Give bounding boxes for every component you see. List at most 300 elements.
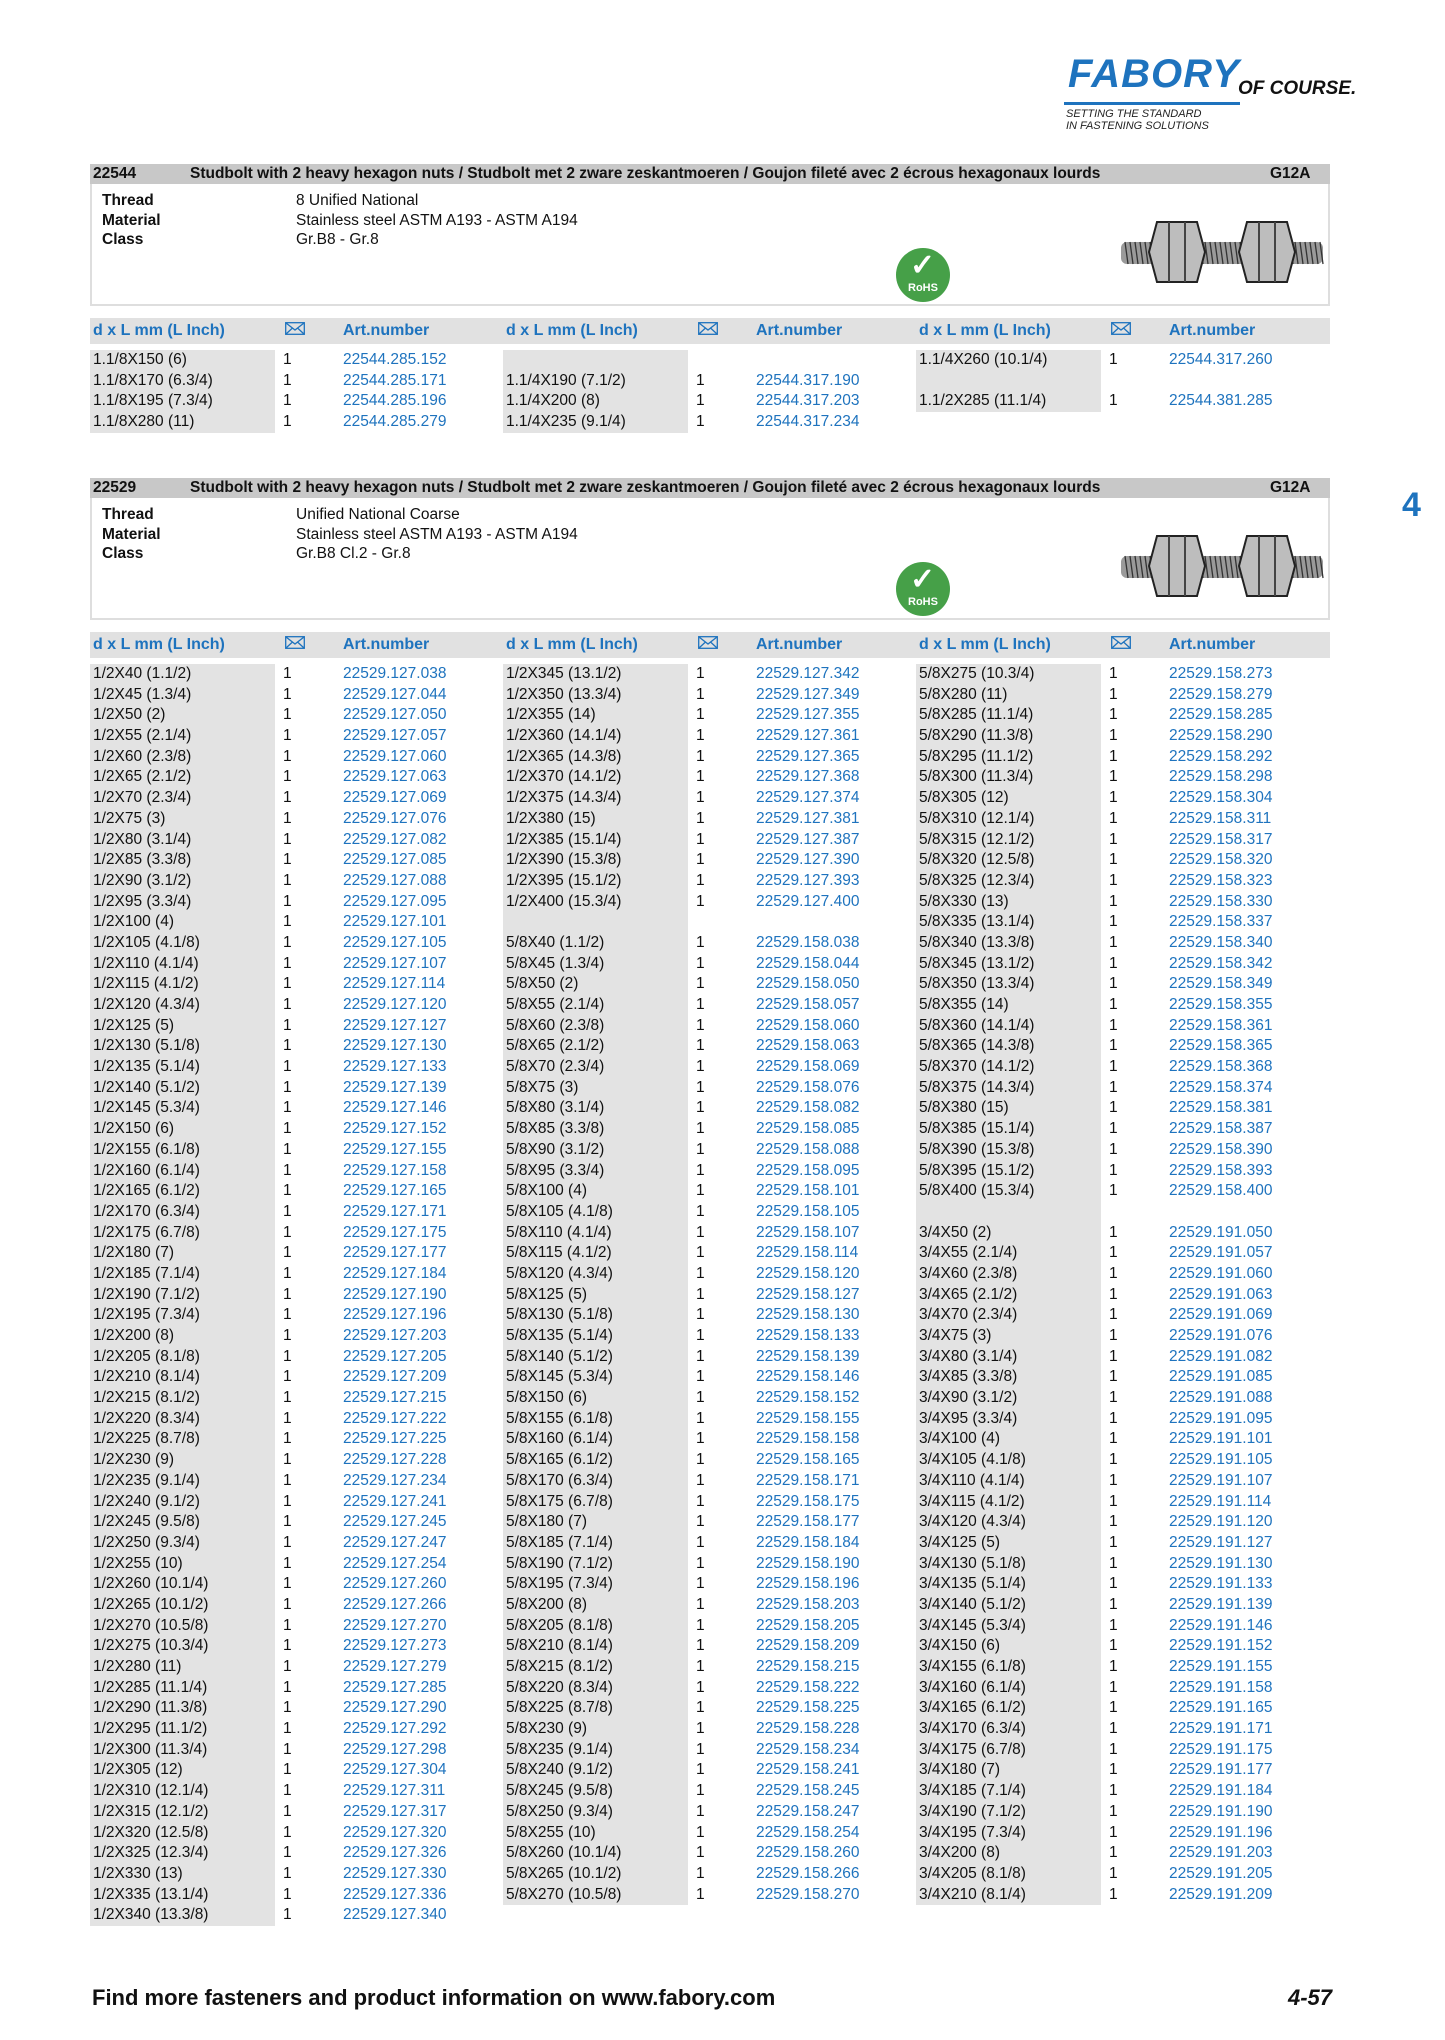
article-number-link[interactable]: 22529.127.340 xyxy=(343,1906,447,1924)
dimension-cell: 5/8X340 (13.3/8) xyxy=(916,933,1101,954)
article-number-link[interactable]: 22529.127.152 xyxy=(343,1120,447,1138)
dimension-cell: 3/4X60 (2.3/8) xyxy=(916,1264,1101,1285)
article-number-link[interactable]: 22529.158.085 xyxy=(756,1120,860,1138)
table-row xyxy=(90,788,470,809)
quantity-cell: 1 xyxy=(1109,1492,1118,1510)
article-number-link[interactable]: 22529.127.209 xyxy=(343,1368,447,1386)
quantity-cell: 1 xyxy=(696,892,705,910)
article-number-link[interactable]: 22529.191.158 xyxy=(1169,1678,1273,1696)
table-row xyxy=(90,1285,470,1306)
article-number-link[interactable]: 22529.127.095 xyxy=(343,892,447,910)
article-number-link[interactable]: 22529.127.114 xyxy=(343,975,446,993)
page-footer xyxy=(92,1985,1332,2015)
article-number-link[interactable]: 22529.158.088 xyxy=(756,1140,860,1158)
article-number-link[interactable]: 22529.127.155 xyxy=(343,1140,447,1158)
article-number-link[interactable]: 22529.158.155 xyxy=(756,1409,860,1427)
table-row xyxy=(503,1802,883,1823)
article-number-link[interactable]: 22529.191.146 xyxy=(1169,1616,1273,1634)
quantity-cell: 1 xyxy=(283,1161,292,1179)
dimension-cell: 1/2X395 (15.1/2) xyxy=(503,871,688,892)
article-number-link[interactable]: 22529.127.165 xyxy=(343,1182,447,1200)
article-number-link[interactable]: 22529.127.336 xyxy=(343,1885,447,1903)
table-row xyxy=(90,1554,470,1575)
article-number-link[interactable]: 22529.158.320 xyxy=(1169,851,1273,869)
table-row xyxy=(90,767,470,788)
article-number-link[interactable]: 22529.127.050 xyxy=(343,706,447,724)
article-number-link[interactable]: 22529.158.114 xyxy=(756,1244,859,1262)
article-number-link[interactable]: 22529.158.279 xyxy=(1169,685,1273,703)
article-number-link[interactable]: 22529.191.127 xyxy=(1169,1533,1273,1551)
article-number-link[interactable]: 22529.127.085 xyxy=(343,851,447,869)
article-number-link[interactable]: 22529.158.228 xyxy=(756,1720,860,1738)
article-number-link[interactable]: 22529.191.139 xyxy=(1169,1595,1273,1613)
quantity-cell: 1 xyxy=(283,1906,292,1924)
article-number-link[interactable]: 22529.127.127 xyxy=(343,1016,447,1034)
article-number-link[interactable]: 22529.158.304 xyxy=(1169,789,1273,807)
article-number-link[interactable]: 22529.158.270 xyxy=(756,1885,860,1903)
quantity-cell: 1 xyxy=(696,1264,705,1282)
article-number-link[interactable]: 22529.158.130 xyxy=(756,1306,860,1324)
article-number-link[interactable]: 22529.158.340 xyxy=(1169,933,1273,951)
quantity-cell: 1 xyxy=(283,933,292,951)
table-row xyxy=(916,871,1296,892)
article-number-link[interactable]: 22529.191.107 xyxy=(1169,1471,1273,1489)
column-header-art-number: Art.number xyxy=(756,636,843,653)
quantity-cell: 1 xyxy=(283,1078,292,1096)
article-number-link[interactable]: 22529.191.196 xyxy=(1169,1823,1273,1841)
article-number-link[interactable]: 22529.158.190 xyxy=(756,1554,860,1572)
article-number-link[interactable]: 22529.127.361 xyxy=(756,727,860,745)
quantity-cell: 1 xyxy=(696,789,705,807)
article-number-link[interactable]: 22529.158.184 xyxy=(756,1533,860,1551)
article-number-link[interactable]: 22529.191.209 xyxy=(1169,1885,1273,1903)
article-number-link[interactable]: 22529.191.184 xyxy=(1169,1782,1273,1800)
article-number-link[interactable]: 22529.158.158 xyxy=(756,1430,860,1448)
article-number-link[interactable]: 22529.127.133 xyxy=(343,1058,447,1076)
table-row xyxy=(90,1864,470,1885)
article-number-link[interactable]: 22529.127.171 xyxy=(343,1202,447,1220)
quantity-cell: 1 xyxy=(696,1533,705,1551)
article-number-link[interactable]: 22529.127.101 xyxy=(343,913,447,931)
article-number-link[interactable]: 22529.158.175 xyxy=(756,1492,860,1510)
article-number-link[interactable]: 22529.127.304 xyxy=(343,1761,447,1779)
table-row xyxy=(916,1533,1296,1554)
rohs-badge xyxy=(896,562,950,616)
table-row xyxy=(916,726,1296,747)
article-number-link[interactable]: 22529.158.038 xyxy=(756,933,860,951)
spec-value-class: Gr.B8 Cl.2 - Gr.8 xyxy=(296,545,411,562)
article-number-link[interactable]: 22529.127.317 xyxy=(343,1802,447,1820)
article-number-link[interactable]: 22529.158.254 xyxy=(756,1823,860,1841)
article-number-link[interactable]: 22529.158.245 xyxy=(756,1782,860,1800)
article-number-link[interactable]: 22529.158.374 xyxy=(1169,1078,1273,1096)
dimension-cell: 5/8X140 (5.1/2) xyxy=(503,1347,688,1368)
article-number-link[interactable]: 22529.158.342 xyxy=(1169,954,1273,972)
article-number-link[interactable]: 22529.191.203 xyxy=(1169,1844,1273,1862)
article-number-link[interactable]: 22529.158.133 xyxy=(756,1327,860,1344)
article-number-link[interactable]: 22529.127.320 xyxy=(343,1823,447,1841)
article-number-link[interactable]: 22529.127.225 xyxy=(343,1430,447,1448)
article-number-link[interactable]: 22529.127.247 xyxy=(343,1533,447,1551)
article-number-link[interactable]: 22529.127.190 xyxy=(343,1285,447,1303)
quantity-cell: 1 xyxy=(696,727,705,745)
article-number-link[interactable]: 22529.158.171 xyxy=(756,1471,860,1489)
article-number-link[interactable]: 22529.127.184 xyxy=(343,1264,447,1282)
article-number-link[interactable]: 22529.191.095 xyxy=(1169,1409,1273,1427)
table-row xyxy=(503,350,883,371)
quantity-cell: 1 xyxy=(696,1327,705,1344)
article-number-link[interactable]: 22529.191.060 xyxy=(1169,1264,1273,1282)
article-number-link[interactable]: 22529.127.203 xyxy=(343,1327,447,1344)
quantity-cell: 1 xyxy=(1109,1844,1118,1862)
article-number-link[interactable]: 22544.285.152 xyxy=(343,351,447,368)
article-number-link[interactable]: 22529.158.337 xyxy=(1169,913,1273,931)
studbolt-image xyxy=(1117,526,1327,606)
article-number-link[interactable]: 22529.127.139 xyxy=(343,1078,447,1096)
article-number-link[interactable]: 22529.191.205 xyxy=(1169,1864,1273,1882)
article-number-link[interactable]: 22529.158.349 xyxy=(1169,975,1273,993)
section-title: Studbolt with 2 heavy hexagon nuts / Studbolt met 2 zware zeskantmoeren / Goujon fileté avec 2 écrous hexagonaux lourds xyxy=(190,165,1101,182)
quantity-cell: 1 xyxy=(1109,1327,1118,1344)
article-number-link[interactable]: 22529.158.152 xyxy=(756,1389,860,1407)
article-number-link[interactable]: 22529.158.393 xyxy=(1169,1161,1273,1179)
article-number-link[interactable]: 22529.127.130 xyxy=(343,1037,447,1055)
article-number-link[interactable]: 22529.158.165 xyxy=(756,1451,860,1469)
dimension-cell: 1.1/8X195 (7.3/4) xyxy=(90,391,275,412)
article-number-link[interactable]: 22529.158.105 xyxy=(756,1202,860,1220)
quantity-cell: 1 xyxy=(696,1182,705,1200)
article-number-link[interactable]: 22529.158.196 xyxy=(756,1575,860,1593)
dimension-cell: 5/8X305 (12) xyxy=(916,788,1101,809)
article-number-link[interactable]: 22529.158.225 xyxy=(756,1699,860,1717)
article-number-link[interactable]: 22544.317.260 xyxy=(1169,351,1273,368)
dimension-cell: 3/4X55 (2.1/4) xyxy=(916,1243,1101,1264)
article-number-link[interactable]: 22529.158.082 xyxy=(756,1099,860,1117)
article-number-link[interactable]: 22529.127.254 xyxy=(343,1554,447,1572)
article-number-link[interactable]: 22529.127.387 xyxy=(756,830,860,848)
rohs-badge xyxy=(896,248,950,302)
article-number-link[interactable]: 22529.191.152 xyxy=(1169,1637,1273,1655)
article-number-link[interactable]: 22529.191.082 xyxy=(1169,1347,1273,1365)
article-number-link[interactable]: 22529.127.107 xyxy=(343,954,447,972)
dimension-cell: 1/2X310 (12.1/4) xyxy=(90,1781,275,1802)
table-row xyxy=(90,892,470,913)
article-number-link[interactable]: 22529.158.273 xyxy=(1169,665,1273,682)
article-number-link[interactable]: 22529.158.381 xyxy=(1169,1099,1273,1117)
article-number-link[interactable]: 22529.127.076 xyxy=(343,809,447,827)
article-number-link[interactable]: 22529.127.270 xyxy=(343,1616,447,1634)
dimension-cell: 5/8X250 (9.3/4) xyxy=(503,1802,688,1823)
dimension-cell: 5/8X150 (6) xyxy=(503,1388,688,1409)
dimension-cell: 1/2X245 (9.5/8) xyxy=(90,1512,275,1533)
dimension-cell: 1/2X115 (4.1/2) xyxy=(90,974,275,995)
article-number-link[interactable]: 22529.127.146 xyxy=(343,1099,447,1117)
article-number-link[interactable]: 22544.317.234 xyxy=(756,413,860,431)
checkmark-icon: ✓ xyxy=(910,249,936,282)
article-number-link[interactable]: 22529.158.203 xyxy=(756,1595,860,1613)
table-row xyxy=(90,1678,470,1699)
article-number-link[interactable]: 22529.127.205 xyxy=(343,1347,447,1365)
article-number-link[interactable]: 22529.127.120 xyxy=(343,996,447,1013)
article-number-link[interactable]: 22529.158.298 xyxy=(1169,768,1273,786)
dimension-cell: 5/8X295 (11.1/2) xyxy=(916,747,1101,768)
article-number-link[interactable]: 22529.158.330 xyxy=(1169,892,1273,910)
quantity-cell: 1 xyxy=(1109,747,1118,765)
article-number-link[interactable]: 22529.127.381 xyxy=(756,809,860,827)
article-number-link[interactable]: 22529.158.241 xyxy=(756,1761,860,1779)
article-number-link[interactable]: 22529.158.044 xyxy=(756,954,860,972)
quantity-cell: 1 xyxy=(283,1533,292,1551)
article-number-link[interactable]: 22544.285.279 xyxy=(343,413,447,431)
table-row xyxy=(503,1223,883,1244)
article-number-link[interactable]: 22529.127.342 xyxy=(756,665,860,682)
article-number-link[interactable]: 22529.158.355 xyxy=(1169,996,1273,1013)
article-number-link[interactable]: 22529.127.355 xyxy=(756,706,860,724)
quantity-cell: 1 xyxy=(696,1223,705,1241)
article-number-link[interactable]: 22529.191.105 xyxy=(1169,1451,1273,1469)
article-number-link[interactable]: 22529.158.107 xyxy=(756,1223,860,1241)
article-number-link[interactable]: 22529.158.120 xyxy=(756,1264,860,1282)
dimension-cell: 1/2X355 (14) xyxy=(503,705,688,726)
dimension-cell: 1/2X165 (6.1/2) xyxy=(90,1181,275,1202)
article-number-link[interactable]: 22529.127.285 xyxy=(343,1678,447,1696)
quantity-cell: 1 xyxy=(283,685,292,703)
article-number-link[interactable]: 22529.158.361 xyxy=(1169,1016,1273,1034)
dimension-cell: 1/2X100 (4) xyxy=(90,912,275,933)
article-number-link[interactable]: 22529.127.196 xyxy=(343,1306,447,1324)
quantity-cell: 1 xyxy=(1109,1575,1118,1593)
article-number-link[interactable]: 22529.191.190 xyxy=(1169,1802,1273,1820)
footer-text: Find more fasteners and product information on www.fabory.com xyxy=(92,1985,776,2010)
spec-value-material: Stainless steel ASTM A193 - ASTM A194 xyxy=(296,525,578,543)
article-number-link[interactable]: 22529.158.365 xyxy=(1169,1037,1273,1055)
article-number-link[interactable]: 22529.127.266 xyxy=(343,1595,447,1613)
article-number-link[interactable]: 22529.191.088 xyxy=(1169,1389,1273,1407)
article-number-link[interactable]: 22529.127.038 xyxy=(343,665,447,682)
table-row xyxy=(916,1740,1296,1761)
article-number-link[interactable]: 22529.127.228 xyxy=(343,1451,447,1469)
article-number-link[interactable]: 22529.158.177 xyxy=(756,1513,860,1531)
article-number-link[interactable]: 22529.191.076 xyxy=(1169,1327,1273,1344)
article-number-link[interactable]: 22529.191.165 xyxy=(1169,1699,1273,1717)
article-number-link[interactable]: 22529.158.247 xyxy=(756,1802,860,1820)
article-number-link[interactable]: 22529.191.120 xyxy=(1169,1513,1273,1531)
table-row xyxy=(90,685,470,706)
dimension-cell: 3/4X105 (4.1/8) xyxy=(916,1450,1101,1471)
table-row xyxy=(90,1843,470,1864)
article-number-link[interactable]: 22529.191.155 xyxy=(1169,1658,1273,1675)
article-number-link[interactable]: 22529.158.209 xyxy=(756,1637,860,1655)
article-number-link[interactable]: 22529.158.323 xyxy=(1169,871,1273,889)
table-row xyxy=(916,685,1296,706)
article-number-link[interactable]: 22529.127.082 xyxy=(343,830,447,848)
article-number-link[interactable]: 22529.191.050 xyxy=(1169,1223,1273,1241)
article-number-link[interactable]: 22529.191.069 xyxy=(1169,1306,1273,1324)
dimension-cell: 5/8X350 (13.3/4) xyxy=(916,974,1101,995)
article-number-link[interactable]: 22529.191.057 xyxy=(1169,1244,1273,1262)
quantity-cell: 1 xyxy=(696,1740,705,1758)
table-row xyxy=(916,954,1296,975)
article-number-link[interactable]: 22529.158.057 xyxy=(756,996,860,1013)
article-number-link[interactable]: 22529.127.175 xyxy=(343,1223,447,1241)
article-number-link[interactable]: 22529.127.245 xyxy=(343,1513,447,1531)
article-number-link[interactable]: 22529.127.279 xyxy=(343,1658,447,1675)
dimension-cell: 5/8X355 (14) xyxy=(916,995,1101,1016)
section-header xyxy=(90,478,1330,498)
article-number-link[interactable]: 22529.158.368 xyxy=(1169,1058,1273,1076)
article-number-link[interactable]: 22529.127.105 xyxy=(343,933,447,951)
spec-label-class: Class xyxy=(102,545,144,562)
article-number-link[interactable]: 22529.158.215 xyxy=(756,1658,860,1675)
article-number-link[interactable]: 22529.191.101 xyxy=(1169,1430,1273,1448)
quantity-cell: 1 xyxy=(283,996,292,1013)
quantity-cell: 1 xyxy=(696,1368,705,1386)
quantity-cell: 1 xyxy=(283,871,292,889)
article-number-link[interactable]: 22529.158.063 xyxy=(756,1037,860,1055)
quantity-cell: 1 xyxy=(1109,1016,1118,1034)
article-number-link[interactable]: 22529.127.241 xyxy=(343,1492,447,1510)
article-number-link[interactable]: 22529.158.400 xyxy=(1169,1182,1273,1200)
article-number-link[interactable]: 22529.127.215 xyxy=(343,1389,447,1407)
article-number-link[interactable]: 22529.191.130 xyxy=(1169,1554,1273,1572)
article-number-link[interactable]: 22529.127.057 xyxy=(343,727,447,745)
dimension-cell: 5/8X270 (10.5/8) xyxy=(503,1885,688,1906)
article-number-link[interactable]: 22529.127.349 xyxy=(756,685,860,703)
article-number-link[interactable]: 22529.191.133 xyxy=(1169,1575,1273,1593)
article-number-link[interactable]: 22544.317.203 xyxy=(756,392,860,410)
article-number-link[interactable]: 22544.381.285 xyxy=(1169,392,1273,410)
article-number-link[interactable]: 22529.127.222 xyxy=(343,1409,447,1427)
article-number-link[interactable]: 22529.127.234 xyxy=(343,1471,447,1489)
article-number-link[interactable]: 22529.127.088 xyxy=(343,871,447,889)
article-number-link[interactable]: 22529.158.390 xyxy=(1169,1140,1273,1158)
table-row xyxy=(916,974,1296,995)
article-number-link[interactable]: 22529.191.175 xyxy=(1169,1740,1273,1758)
dimension-cell: 3/4X100 (4) xyxy=(916,1429,1101,1450)
article-number-link[interactable]: 22529.127.069 xyxy=(343,789,447,807)
article-number-link[interactable]: 22529.127.177 xyxy=(343,1244,447,1262)
article-number-link[interactable]: 22529.127.158 xyxy=(343,1161,447,1179)
article-number-link[interactable]: 22529.127.292 xyxy=(343,1720,447,1738)
table-row xyxy=(90,1574,470,1595)
table-row xyxy=(90,933,470,954)
article-number-link[interactable]: 22544.285.171 xyxy=(343,371,447,389)
article-number-link[interactable]: 22529.158.060 xyxy=(756,1016,860,1034)
article-number-link[interactable]: 22529.191.177 xyxy=(1169,1761,1273,1779)
logo-tagline: OF COURSE. xyxy=(1238,78,1357,99)
article-number-link[interactable]: 22529.127.060 xyxy=(343,747,447,765)
article-number-link[interactable]: 22529.158.069 xyxy=(756,1058,860,1076)
quantity-cell: 1 xyxy=(283,747,292,765)
logo-underline xyxy=(1064,102,1240,105)
dimension-cell: 5/8X130 (5.1/8) xyxy=(503,1305,688,1326)
article-number-link[interactable]: 22529.191.171 xyxy=(1169,1720,1273,1738)
table-row xyxy=(90,1119,470,1140)
table-row xyxy=(90,1512,470,1533)
spec-value-material: Stainless steel ASTM A193 - ASTM A194 xyxy=(296,211,578,229)
article-number-link[interactable]: 22529.127.393 xyxy=(756,871,860,889)
product-column xyxy=(503,350,883,433)
article-number-link[interactable]: 22529.158.095 xyxy=(756,1161,860,1179)
dimension-cell: 1/2X205 (8.1/8) xyxy=(90,1347,275,1368)
quantity-cell: 1 xyxy=(696,1430,705,1448)
table-row xyxy=(503,809,883,830)
table-row xyxy=(503,1740,883,1761)
product-column xyxy=(916,350,1296,412)
article-number-link[interactable]: 22529.127.044 xyxy=(343,685,447,703)
dimension-cell: 5/8X275 (10.3/4) xyxy=(916,664,1101,685)
article-number-link[interactable]: 22529.127.330 xyxy=(343,1864,447,1882)
article-number-link[interactable]: 22529.191.063 xyxy=(1169,1285,1273,1303)
article-number-link[interactable]: 22529.158.146 xyxy=(756,1368,860,1386)
article-number-link[interactable]: 22529.158.292 xyxy=(1169,747,1273,765)
table-row xyxy=(503,1885,883,1906)
table-row xyxy=(90,1698,470,1719)
table-row xyxy=(90,1326,470,1347)
article-number-link[interactable]: 22529.158.234 xyxy=(756,1740,860,1758)
article-number-link[interactable]: 22529.127.298 xyxy=(343,1740,447,1758)
article-number-link[interactable]: 22529.158.317 xyxy=(1169,830,1273,848)
article-number-link[interactable]: 22529.158.260 xyxy=(756,1844,860,1862)
dimension-cell: 5/8X110 (4.1/4) xyxy=(503,1223,688,1244)
article-number-link[interactable]: 22529.191.114 xyxy=(1169,1492,1272,1510)
article-number-link[interactable]: 22529.158.266 xyxy=(756,1864,860,1882)
article-number-link[interactable]: 22544.317.190 xyxy=(756,371,860,389)
article-number-link[interactable]: 22529.158.139 xyxy=(756,1347,860,1365)
quantity-cell: 1 xyxy=(283,1099,292,1117)
dimension-cell: 1/2X275 (10.3/4) xyxy=(90,1636,275,1657)
article-number-link[interactable]: 22529.158.076 xyxy=(756,1078,860,1096)
article-number-link[interactable]: 22529.127.290 xyxy=(343,1699,447,1717)
article-number-link[interactable]: 22529.127.400 xyxy=(756,892,860,910)
article-number-link[interactable]: 22529.158.290 xyxy=(1169,727,1273,745)
quantity-cell: 1 xyxy=(283,1844,292,1862)
article-number-link[interactable]: 22529.127.368 xyxy=(756,768,860,786)
quantity-cell: 1 xyxy=(283,1492,292,1510)
article-number-link[interactable]: 22529.158.311 xyxy=(1169,809,1272,827)
article-number-link[interactable]: 22529.127.374 xyxy=(756,789,860,807)
article-number-link[interactable]: 22529.158.222 xyxy=(756,1678,860,1696)
article-number-link[interactable]: 22529.127.063 xyxy=(343,768,447,786)
article-number-link[interactable]: 22544.285.196 xyxy=(343,392,447,410)
article-number-link[interactable]: 22529.158.127 xyxy=(756,1285,860,1303)
article-number-link[interactable]: 22529.127.273 xyxy=(343,1637,447,1655)
article-number-link[interactable]: 22529.191.085 xyxy=(1169,1368,1273,1386)
table-row xyxy=(916,1719,1296,1740)
article-number-link[interactable]: 22529.158.285 xyxy=(1169,706,1273,724)
table-row xyxy=(916,705,1296,726)
article-number-link[interactable]: 22529.127.390 xyxy=(756,851,860,869)
article-number-link[interactable]: 22529.127.326 xyxy=(343,1844,447,1862)
table-row xyxy=(90,809,470,830)
dimension-cell: 5/8X160 (6.1/4) xyxy=(503,1429,688,1450)
article-number-link[interactable]: 22529.127.365 xyxy=(756,747,860,765)
table-row xyxy=(90,747,470,768)
table-row xyxy=(90,850,470,871)
article-number-link[interactable]: 22529.127.311 xyxy=(343,1782,446,1800)
dimension-cell: 3/4X165 (6.1/2) xyxy=(916,1698,1101,1719)
article-number-link[interactable]: 22529.158.205 xyxy=(756,1616,860,1634)
table-row xyxy=(90,1243,470,1264)
article-number-link[interactable]: 22529.158.101 xyxy=(756,1182,860,1200)
article-number-link[interactable]: 22529.158.387 xyxy=(1169,1120,1273,1138)
article-number-link[interactable]: 22529.127.260 xyxy=(343,1575,447,1593)
quantity-cell: 1 xyxy=(696,1389,705,1407)
article-number-link[interactable]: 22529.158.050 xyxy=(756,975,860,993)
table-row xyxy=(90,1036,470,1057)
table-row xyxy=(503,1429,883,1450)
dimension-cell: 5/8X380 (15) xyxy=(916,1098,1101,1119)
